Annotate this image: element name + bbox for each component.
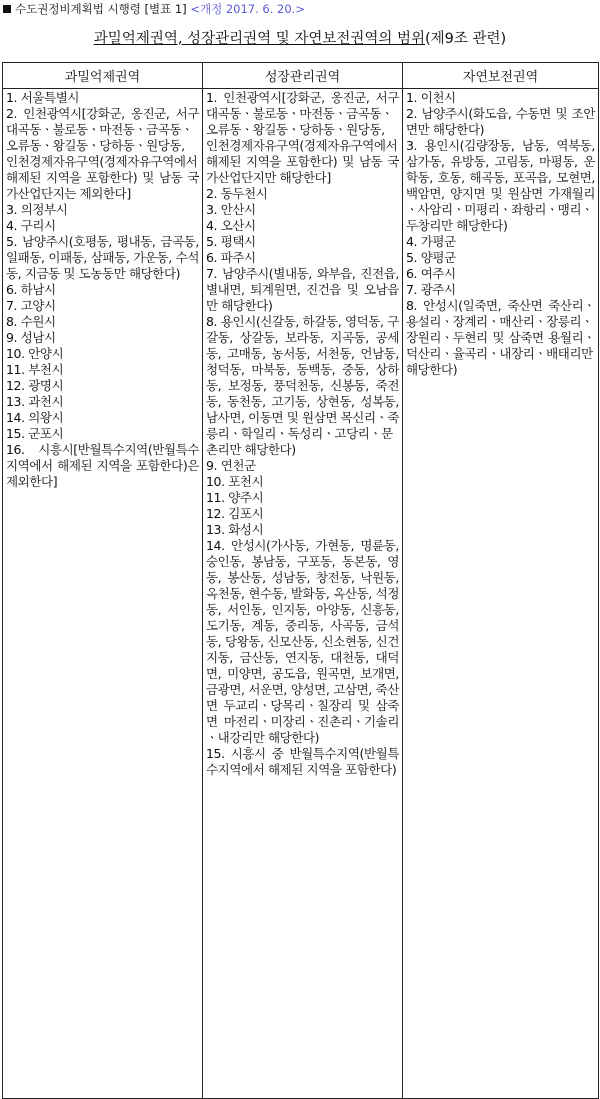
- list-item: 14. 안성시(가사동, 가현동, 명륜동, 숭인동, 봉남동, 구포동, 동본동, 영동, 봉산동, 성남동, 창전동, 낙원동, 옥천동, 현수동, 발화동, 옥산동, 석정동, 서인동, 인지동, 아양동, 신흥동, 도기동, 계동, 중리동, 사곡동, 금석동, 당왕동, 신모산동, 신소현동, 신건지동, 금산동, 연지동, 대천동, 대덕면, 미양면, 공도읍, 원곡면, 보개면, 금광면, 서운면, 양성면, 고삼면, 죽산면 두교리ㆍ당목리ㆍ칠장리 및 삼죽면 마전리ㆍ미장리ㆍ진촌리ㆍ기솔리ㆍ내강리만 해당한다): [206, 538, 399, 745]
- list-item: 4. 가평군: [406, 234, 456, 249]
- nature-conservation-region-list: [403, 89, 599, 1099]
- list-item: 7. 광주시: [406, 282, 456, 297]
- table-header-row: [3, 63, 599, 89]
- list-item: 4. 구리시: [6, 218, 56, 233]
- list-item: 8. 안성시(일죽면, 죽산면 죽산리ㆍ용설리ㆍ장계리ㆍ매산리ㆍ장릉리ㆍ장원리ㆍ두현리 및 삼죽면 용월리ㆍ덕산리ㆍ율곡리ㆍ내장리ㆍ배태리만 해당한다): [406, 298, 595, 377]
- title-note: (제9조 관련): [425, 31, 507, 47]
- list-item: 1. 서울특별시: [6, 90, 80, 105]
- document-title: [0, 18, 600, 58]
- list-item: 15. 군포시: [6, 426, 64, 441]
- list-item: 1. 이천시: [406, 90, 456, 105]
- list-item: 10. 안양시: [6, 346, 64, 361]
- list-item: 10. 포천시: [206, 474, 264, 489]
- list-item: 13. 화성시: [206, 522, 264, 537]
- list-item: 6. 여주시: [406, 266, 456, 281]
- list-item: 5. 남양주시(호평동, 평내동, 금곡동, 일패동, 이패동, 삼패동, 가운동, 수석동, 지금동 및 도농동만 해당한다): [6, 234, 199, 281]
- column-heading-conservation: 자연보전권역: [403, 63, 599, 89]
- column-heading-growth: 성장관리권역: [203, 63, 403, 89]
- table-body-row: [3, 89, 599, 1099]
- list-item: 6. 파주시: [206, 250, 256, 265]
- list-item: 7. 고양시: [6, 298, 56, 313]
- list-item: 16. 시흥시[반월특수지역(반월특수지역에서 해제된 지역을 포함한다)은 제외한다]: [6, 442, 199, 489]
- list-item: 12. 광명시: [6, 378, 64, 393]
- list-item: 2. 인천광역시[강화군, 옹진군, 서구 대곡동ㆍ불로동ㆍ마전동ㆍ금곡동ㆍ오류동ㆍ왕길동ㆍ당하동ㆍ원당동, 인천경제자유구역(경제자유구역에서 해제된 지역을 포함한다) 및 남동 국가산업단지는 제외한다]: [6, 106, 199, 201]
- list-item: 8. 용인시(신갈동, 하갈동, 영덕동, 구갈동, 상갈동, 보라동, 지곡동, 공세동, 고매동, 농서동, 서천동, 언남동, 청덕동, 마북동, 동백동, 중동, 상하동, 보정동, 풍덕천동, 신봉동, 죽전동, 동천동, 고기동, 상현동, 성복동, 남사면, 이동면 및 원삼면 목신리ㆍ죽릉리ㆍ학일리ㆍ독성리ㆍ고당리ㆍ문촌리만 해당한다): [206, 314, 399, 457]
- list-item: 15. 시흥시 중 반월특수지역(반월특수지역에서 해제된 지역을 포함한다): [206, 746, 399, 777]
- list-item: 14. 의왕시: [6, 410, 64, 425]
- list-item: 12. 김포시: [206, 506, 264, 521]
- list-item: 5. 평택시: [206, 234, 256, 249]
- list-item: 4. 오산시: [206, 218, 256, 233]
- document-header: [0, 0, 600, 18]
- column-heading-overcrowding: 과밀억제권역: [3, 63, 203, 89]
- growth-management-region-list: [203, 89, 403, 1099]
- list-item: 3. 안산시: [206, 202, 256, 217]
- list-item: 9. 성남시: [6, 330, 56, 345]
- list-item: 9. 연천군: [206, 458, 256, 473]
- list-item: 7. 남양주시(별내동, 와부읍, 진전읍, 별내면, 퇴계원면, 진건읍 및 오남읍만 해당한다): [206, 266, 399, 313]
- list-item: 11. 양주시: [206, 490, 264, 505]
- overcrowding-region-list: [3, 89, 203, 1099]
- list-item: 1. 인천광역시[강화군, 옹진군, 서구 대곡동ㆍ불로동ㆍ마전동ㆍ금곡동ㆍ오류동ㆍ왕길동ㆍ당하동ㆍ원당동, 인천경제자유구역(경제자유구역에서 해제된 지역을 포함한다) 및 남동 국가산업단지만 해당한다]: [206, 90, 399, 185]
- list-item: 5. 양평군: [406, 250, 456, 265]
- list-item: 2. 남양주시(화도읍, 수동면 및 조안면만 해당한다): [406, 106, 595, 137]
- region-table: [2, 62, 599, 1099]
- law-name: 수도권정비계획법 시행령 [별표 1]: [15, 2, 187, 16]
- list-item: 13. 과천시: [6, 394, 64, 409]
- list-item: 11. 부천시: [6, 362, 64, 377]
- list-item: 6. 하남시: [6, 282, 56, 297]
- list-item: 3. 용인시(김량장동, 남동, 역북동, 삼가동, 유방동, 고림동, 마평동, 운학동, 호동, 해곡동, 포곡읍, 모현면, 백암면, 양지면 및 원삼면 가재월리ㆍ사암리ㆍ미평리ㆍ좌항리ㆍ맹리ㆍ두창리만 해당한다): [406, 138, 595, 233]
- list-item: 2. 동두천시: [206, 186, 268, 201]
- black-square-icon: [3, 5, 11, 13]
- list-item: 8. 수원시: [6, 314, 56, 329]
- list-item: 3. 의정부시: [6, 202, 68, 217]
- amendment-date: <개정 2017. 6. 20.>: [190, 2, 305, 16]
- title-main: 과밀억제권역, 성장관리권역 및 자연보전권역의 범위: [93, 31, 425, 47]
